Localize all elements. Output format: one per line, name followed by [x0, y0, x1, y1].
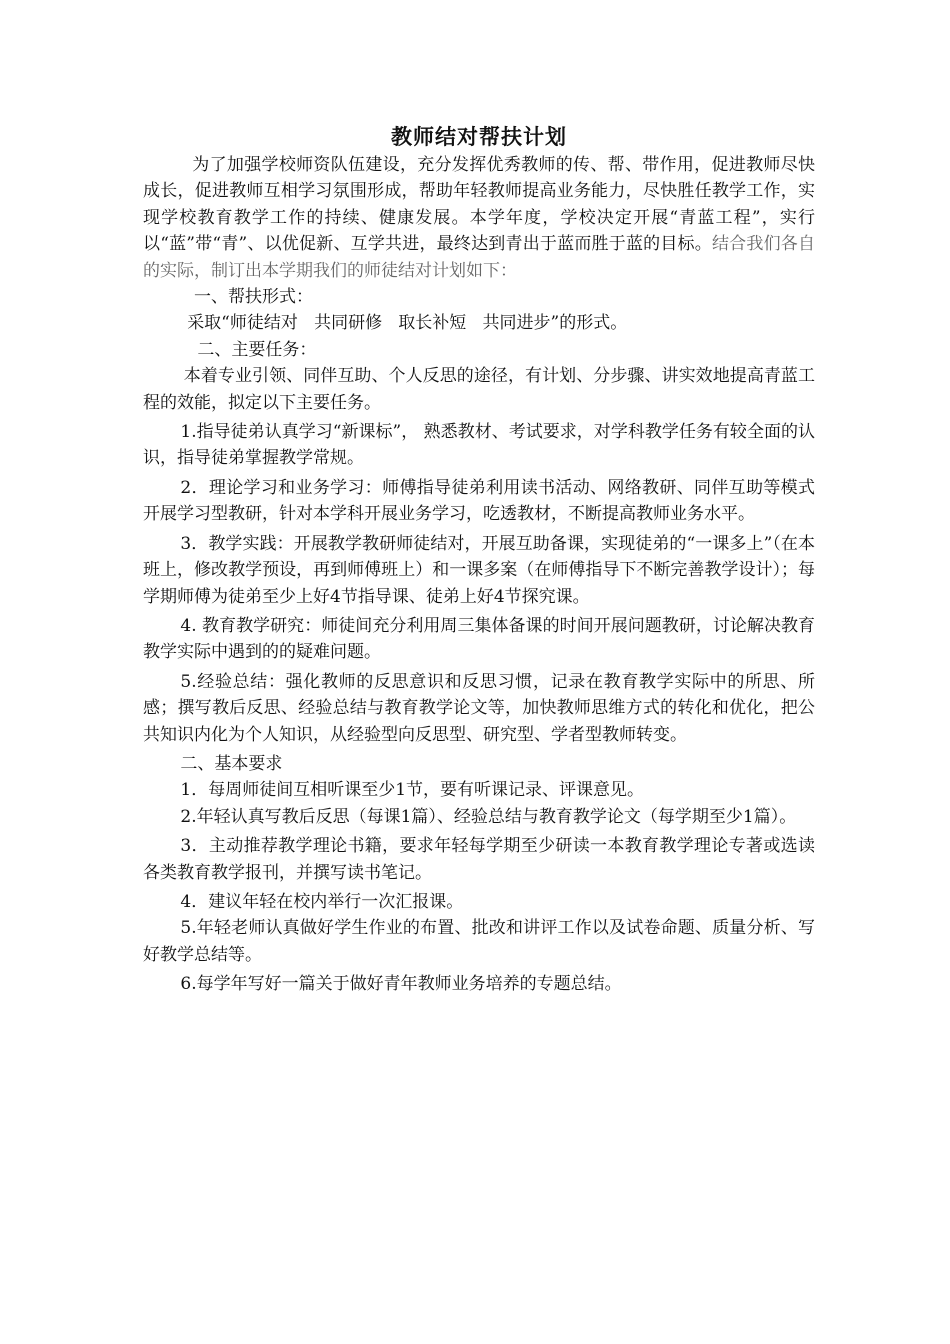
requirement-item: 1．每周师徒间互相听课至少1节，要有听课记录、评课意见。: [180, 780, 645, 801]
section-heading-requirements: 二、基本要求: [180, 753, 283, 774]
requirement-item: 6.每学年写好一篇关于做好青年教师业务培养的专题总结。: [180, 974, 622, 995]
section-form-body: 采取“师徒结对 共同研修 取长补短 共同进步”的形式。: [187, 313, 628, 334]
task-item: 2．理论学习和业务学习：师傅指导徒弟利用读书活动、网络教研、同伴互助等模式开展学习型教研，针对本学科开展业务学习，吃透教材，不断提高教师业务水平。: [143, 477, 815, 525]
intro-main-text: 为了加强学校师资队伍建设，充分发挥优秀教师的传、帮、带作用，促进教师尽快成长，促进教师互相学习氛围形成，帮助年轻教师提高业务能力，尽快胜任教学工作，实现学校教育教学工作的持续、健康发展。本学年度，学校决定开展“青蓝工程”，实行以“蓝”带“青”、以优促新、互学共进，最终达到青出于蓝而胜于蓝的目标。: [143, 155, 815, 255]
requirement-item: 3．主动推荐教学理论书籍，要求年轻每学期至少研读一本教育教学理论专著或选读各类教育教学报刊，并撰写读书笔记。: [143, 836, 815, 883]
section-heading-form: 一、帮扶形式：: [194, 287, 313, 308]
requirement-item: 2.年轻认真写教后反思（每课1篇）、经验总结与教育教学论文（每学期至少1篇）。: [180, 806, 797, 827]
intro-tail-text: 结合我们各自的实际，制订出本学期我们的师徒结对计划如下：: [143, 234, 815, 281]
task-item: 3．教学实践：开展教学教研师徒结对，开展互助备课，实现徒弟的“一课多上”（在本班上，修改教学预设，再到师傅班上）和一课多案（在师傅指导下不断完善教学设计）；每学期师傅为徒弟至少上好4节指导课、徒弟上好4节探究课。: [143, 533, 815, 607]
document-body: [143, 122, 815, 1001]
task-item: 5.经验总结：强化教师的反思意识和反思习惯，记录在教育教学实际中的所思、所感；撰写教后反思、经验总结与教育教学论文等，加快教师思维方式的转化和优化，把公共知识内化为个人知识，从经验型向反思型、研究型、学者型教师转变。: [143, 671, 815, 745]
tasks-intro: 本着专业引领、同伴互助、个人反思的途径，有计划、分步骤、讲实效地提高青蓝工程的效能，拟定以下主要任务。: [143, 366, 815, 413]
section-heading-tasks: 二、主要任务：: [197, 339, 317, 360]
task-item: 1.指导徒弟认真学习“新课标”， 熟悉教材、考试要求，对学科教学任务有较全面的认识，指导徒弟掌握教学常规。: [143, 422, 815, 469]
task-item: 4. 教育教学研究：师徒间充分利用周三集体备课的时间开展问题教研，讨论解决教育教学实际中遇到的的疑难问题。: [143, 615, 815, 663]
requirement-item: 4．建议年轻在校内举行一次汇报课。: [180, 891, 464, 912]
requirement-item: 5.年轻老师认真做好学生作业的布置、批改和讲评工作以及试卷命题、质量分析、写好教学总结等。: [143, 918, 815, 965]
intro-paragraph: [143, 152, 815, 284]
document-title: 教师结对帮扶计划: [391, 125, 567, 149]
